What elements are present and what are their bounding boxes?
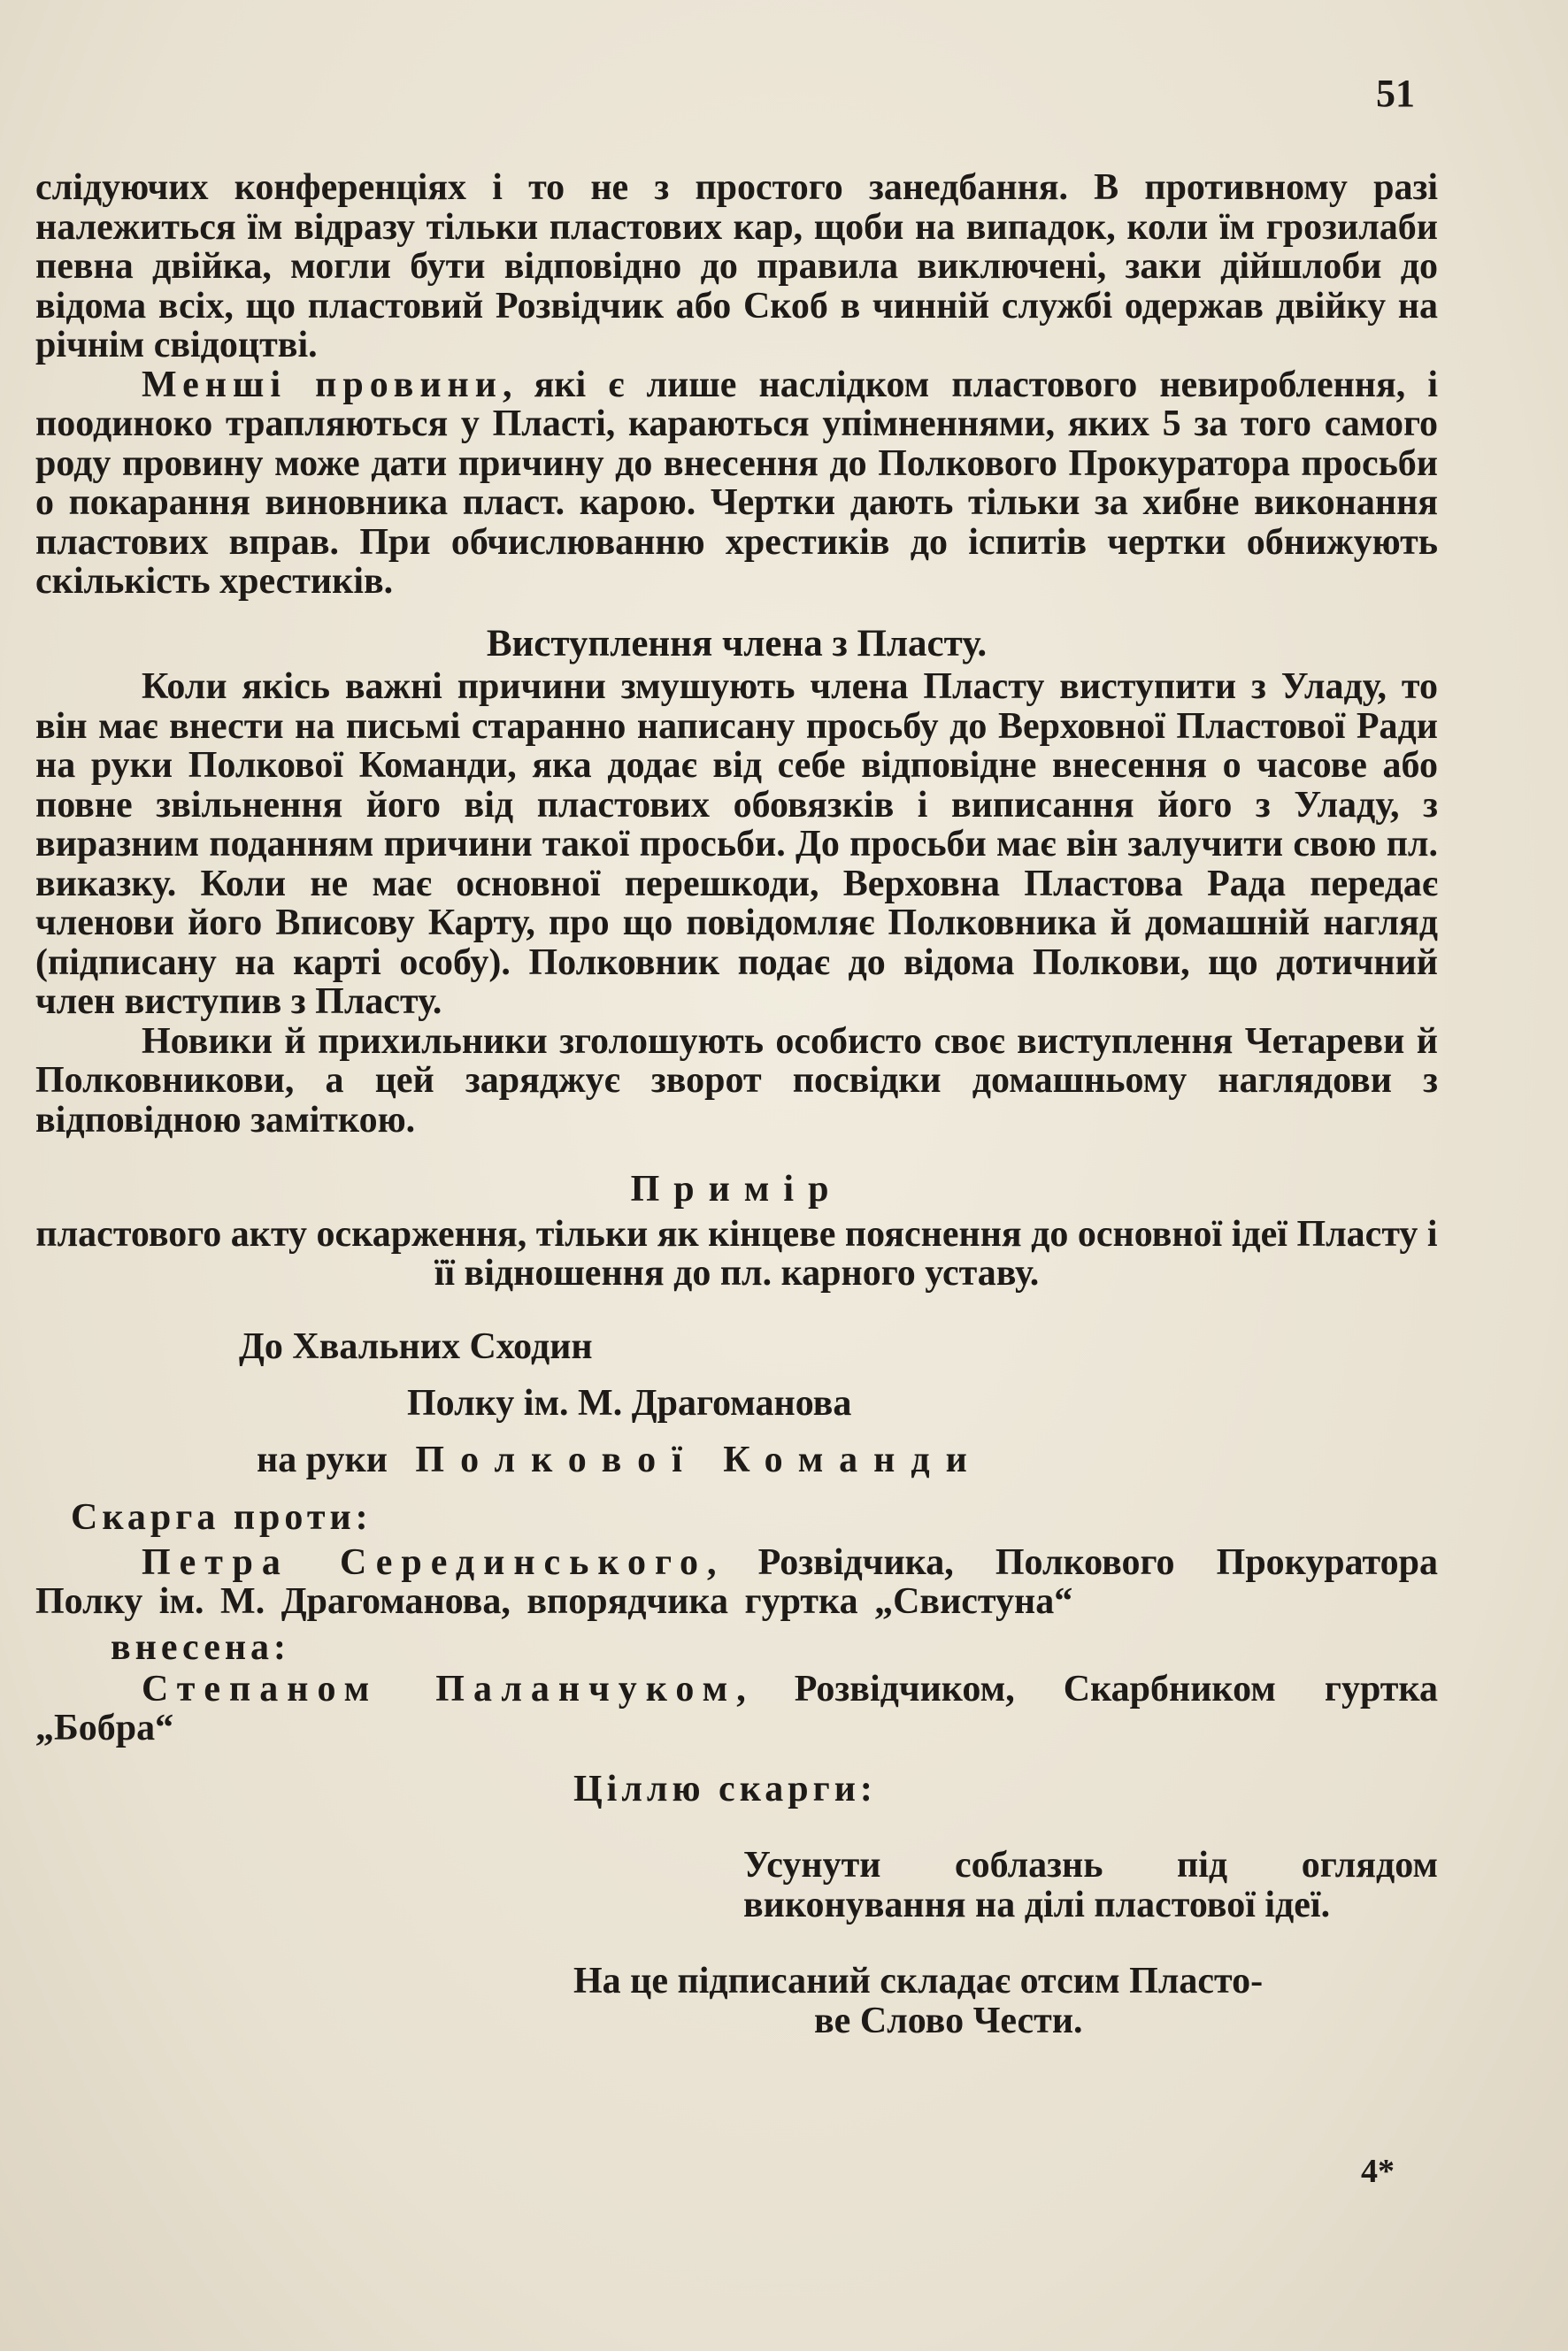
complaint-purpose-text: Усунути соблазнь під оглядом виконування на ділі пластової ідеї.: [743, 1845, 1438, 1925]
complaint-submitted: [35, 1670, 1438, 1748]
address-prefix: на руки: [257, 1439, 388, 1480]
section-heading: Виступлення члена з Пласту.: [486, 622, 988, 665]
example-subtitle: пластового акту оскарження, тільки як кінцеве пояснення до основної ідеї Пласту і її відношення до пл. карного уставу.: [35, 1213, 1438, 1294]
complaint-submitted-name: Степаном Паланчуком: [142, 1668, 737, 1709]
signature-mark: 4*: [1361, 2153, 1395, 2190]
paragraph-minor-offenses: [35, 365, 1438, 602]
page-number: 51: [1376, 72, 1415, 115]
complaint-submitted-text: , Розвідчиком, Скарбником гуртка „Бобра“: [35, 1668, 1438, 1748]
complaint-against-name: Петра Серединського: [142, 1541, 708, 1583]
complaint-against-label: Скарга проти:: [71, 1496, 373, 1538]
minor-offenses-text: , які є лише наслідком пластового невироблення, і поодиноко трапляються у Пласті, караються упімненнями, яких 5 за того самого роду провину може дати причину до внесення до Полкового Прокуратора просьби о покарання виновника пласт. карою. Чертки дають тільки за хибне виконання пластових вправ. При обчислюванню хрестиків до іспитів чертки обнижують скількість хрестиків.: [35, 364, 1438, 602]
complaint-purpose-label: Ціллю скарги:: [573, 1768, 877, 1809]
complaint-submitted-label: внесена:: [111, 1626, 291, 1668]
page-body: [35, 168, 1438, 2040]
address-line-2: Полку ім. М. Драгоманова: [407, 1382, 852, 1424]
complaint-against: [35, 1543, 1438, 1622]
oath-line-1: На це підписаний складає отсим Пласто-: [573, 1961, 1264, 2001]
oath-line-2: ве Слово Чести.: [814, 2000, 1083, 2041]
address-line-3: [35, 1432, 1438, 1488]
address-command: Полкової Команди: [415, 1439, 983, 1480]
paragraph-withdrawal: Коли якісь важні причини змушують члена Пласту виступити з Уладу, то він має внести на письмі старанно написану просьбу до Верховної Пластової Ради на руки Полкової Команди, яка додає від себе відповідне внесення о часове або повне звільнення його від пластових обовязків і виписання його з Уладу, з виразним поданням причини такої просьби. До просьби має він залучити свою пл. виказку. Коли не має основної перешкоди, Верховна Пластова Рада передає членови його Вписову Карту, про що повідомляє Полковника й домашній нагляд (підписану на карті особу). Полковник подає до відома Полкови, що дотичний член виступив з Пласту.: [35, 666, 1438, 1022]
address-line-1: До Хвальних Сходин: [239, 1325, 593, 1367]
paragraph-continuation: слідуючих конференціях і то не з простого занедбання. В противному разі належиться їм відразу тільки пластових кар, щоби на випадок, коли їм грозилаби певна двійка, могли бути відповідно до правила виключені, заки дійшлоби до відома всіх, що пластовий Розвідчик або Скоб в чинній службі одержав двійку на річнім свідоцтві.: [35, 167, 1438, 365]
paragraph-novices: Новики й прихильники зголошують особисто своє виступлення Четареви й Полковникови, а цей заряджує зворот посвідки домашньому наглядови з відповідною заміткою.: [35, 1020, 1438, 1141]
minor-offenses-lead: Менші провини: [142, 364, 503, 405]
complaint-against-text: , Розвідчика, Полкового Прокуратора Полку ім. М. Драгоманова, впорядчика гуртка „Свистуна“: [35, 1541, 1438, 1622]
example-title: Примір: [630, 1169, 843, 1210]
